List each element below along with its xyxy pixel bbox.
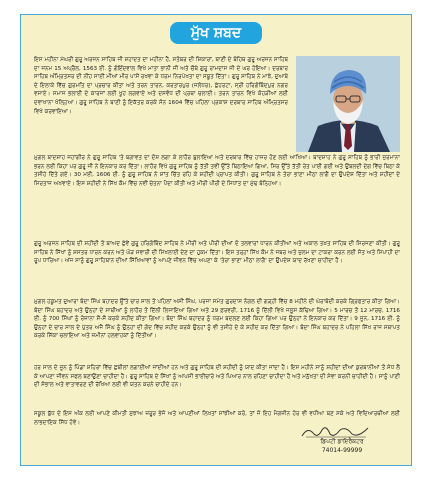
paragraph-1: ਇਸ ਮਹੀਨਾ ਮੱਘਰੀ ਗੁਰੂ ਅਰਜਨ ਸਾਹਿਬ ਜੀ ਸ਼ਹਾਦਤ ਦਾ ਮਹੀਨਾ ਹੈ, ਸਤੰਬਰ ਦੀ ਸ਼ਿਕਾਰਾਂ, ਬਾਣੀ ਦੇ ਬੋਹਿਥ ਗੁਰੂ ਅਰਜਨ ਸਾਹਿਬ ਦਾ ਜਨਮ 15 ਅਪ੍ਰੈਲ, 1563 ਈ. ਨੂੰ ਗੋਇੰਦਵਾਲ ਵਿਖੇ ਮਾਤਾ ਭਾਨੀ ਜੀ ਅਤੇ ਚੌਥੇ ਗੁਰੂ ਰਾਮਦਾਸ ਜੀ ਦੇ ਘਰ ਹੋਇਆ। ਦਰਬਾਰ ਸਾਹਿਬ ਅੰਮ੍ਰਿਤਸਰ ਦੀ ਨੀਂਹ ਸਾਈਂ ਮੀਆਂ ਮੀਰ ਪਾਸੋਂ ਰਖਵਾ ਕੇ ਧਰਮ ਨਿਰਪੇਖਤਾ ਦਾ ਸਬੂਤ ਦਿੱਤਾ। ਗੁਰੂ ਸਾਹਿਬ ਨੇ ਮਾਝੇ, ਦੁਆਬੇ ਦੇ ਇਲਾਕੇ ਵਿੱਚ ਗੁਰਮਤਿ ਦਾ ਪ੍ਰਚਾਰ ਕੀਤਾ ਅਤੇ ਤਰਨ ਤਾਰਨ, ਕਰਤਾਰਪੁਰ (ਜਲੰਧਰ), ਛੇਹਰਟਾ, ਸ੍ਰੀ ਹਰਿਗੋਬਿੰਦਪੁਰ ਨਗਰ ਵਸਾਏ। ਸਮਾਜ ਭਲਾਈ ਦੇ ਕਾਰਜਾਂ ਲਈ ਖੂਹ ਲਗਵਾਏ ਅਤੇ ਦਸਵੰਧ ਦੀ ਪ੍ਰਥਾ ਚਲਾਈ। ਤਰਨ ਤਾਰਨ ਵਿਖੇ ਕੋਹੜੀਆਂ ਲਈ ਦਵਾਖਾਨਾ ਖੋਲ੍ਹਿਆ। ਗੁਰੂ ਸਾਹਿਬ ਨੇ ਬਾਣੀ ਨੂੰ ਇਕੱਤਰ ਕਰਕੇ ਸੰਨ 1604 ਵਿੱਚ ਪਹਿਲਾ ਪ੍ਰਕਾਸ਼ ਦਰਬਾਰ ਸਾਹਿਬ ਅੰਮ੍ਰਿਤਸਰ ਵਿਖੇ ਕਰਵਾਇਆ। (34, 57, 288, 115)
page-title: ਮੁੱਖ ਸ਼ਬਦ (170, 22, 262, 44)
paragraph-4: ਮੁਗਲ ਹਕੂਮਤ ਦੁਆਰਾ ਬੰਦਾ ਸਿੰਘ ਬਹਾਦਰ ਉੱਤੇ ਚਾਰ ਸਾਲ ਤੋਂ ਪਹਿਲਾਂ ਅਸੀਂ ਸਿੰਘ, ਪਰਜਾ ਸਮੇਤ ਗੁਰਦਾਸ ਨੰਗਲ ਦੀ ਗੜ੍ਹੀ ਵਿੱਚ 8 ਮਹੀਨੇ ਦੀ ਘੇਰਾਬੰਦੀ ਕਰਕੇ ਗ੍ਰਿਫਤਾਰ ਕੀਤਾ ਗਿਆ। ਬੰਦਾ ਸਿੰਘ ਬਹਾਦਰ ਅਤੇ ਉਨ੍ਹਾਂ ਦੇ ਸਾਥੀਆਂ ਨੂੰ ਲਾਹੌਰ ਤੋਂ ਦਿੱਲੀ ਲਿਜਾਇਆ ਗਿਆ ਅਤੇ 29 ਫ਼ਰਵਰੀ, 1716 ਨੂੰ ਦਿੱਲੀ ਵਿਖੇ ਜਲੂਸ ਕੱਢਿਆ ਗਿਆ। 5 ਮਾਰਚ ਤੋਂ 12 ਮਾਰਚ, 1716 ਈ. ਨੂੰ 700 ਸਿੰਘਾਂ ਨੂੰ ਰੋਜ਼ਾਨਾ ਸੌ-ਸੌ ਕਰਕੇ ਸ਼ਹੀਦ ਕੀਤਾ ਗਿਆ। ਬੰਦਾ ਸਿੰਘ ਬਹਾਦਰ ਨੂੰ ਧਰਮ ਬਦਲਣ ਲਈ ਕਿਹਾ ਗਿਆ ਪਰ ਉਨ੍ਹਾਂ ਨੇ ਇਨਕਾਰ ਕਰ ਦਿੱਤਾ। 9 ਜੂਨ, 1716 ਈ. ਨੂੰ ਉਨ੍ਹਾਂ ਦੇ ਚਾਰ ਸਾਲ ਦੇ ਪੁੱਤਰ ਅਜੈ ਸਿੰਘ ਨੂੰ ਉਨ੍ਹਾਂ ਦੀ ਗੋਦ ਵਿੱਚ ਸ਼ਹੀਦ ਕਰਕੇ ਉਨ੍ਹਾਂ ਨੂੰ ਵੀ ਤਸੀਹੇ ਦੇ ਕੇ ਸ਼ਹੀਦ ਕਰ ਦਿੱਤਾ ਗਿਆ। ਬੰਦਾ ਸਿੰਘ ਬਹਾਦਰ ਨੇ ਪਹਿਲਾ ਸਿੱਖ ਰਾਜ ਸਥਾਪਤ ਕਰਕੇ ਸਿੱਕਾ ਚਲਾਇਆ ਅਤੇ ਜ਼ਮੀਨਾਂ ਹਲਵਾਹਕਾਂ ਨੂੰ ਦਿੱਤੀਆਂ। (34, 299, 400, 340)
signer-title: ਡਿਪਟੀ ਡਾਇਰੈਕਟਰ (320, 438, 364, 445)
paragraph-5: ਹਰ ਸਾਲ ਦੇ ਜੂਨ ਨੂੰ ਪਿੰਡਾਂ ਸ਼ਹਿਰਾਂ ਵਿੱਚ ਛਬੀਲਾਂ ਲਗਾਈਆਂ ਜਾਂਦੀਆਂ ਹਨ ਅਤੇ ਗੁਰੂ ਸਾਹਿਬ ਦੀ ਸ਼ਹੀਦੀ ਨੂੰ ਯਾਦ ਕੀਤਾ ਜਾਂਦਾ ਹੈ। ਇਸ ਮਹੀਨੇ ਸਾਨੂੰ ਸ਼ਹੀਦਾਂ ਦੀਆਂ ਕੁਰਬਾਨੀਆਂ ਤੋਂ ਸੇਧ ਲੈ ਕੇ ਆਪਣਾ ਜੀਵਨ ਸਫਲ ਬਣਾਉਣਾ ਚਾਹੀਦਾ ਹੈ। ਗੁਰੂ ਸਾਹਿਬ ਦੇ ਸਿੱਖਾਂ ਨੂੰ ਆਪਸੀ ਭਾਈਚਾਰੇ ਅਤੇ ਪਿਆਰ ਨਾਲ ਰਹਿਣਾ ਚਾਹੀਦਾ ਹੈ ਅਤੇ ਮਨੁੱਖਤਾ ਦੀ ਸੇਵਾ ਕਰਨੀ ਚਾਹੀਦੀ ਹੈ। ਸਾਨੂੰ ਪਾਣੀ ਦੀ ਸੰਭਾਲ ਅਤੇ ਵਾਤਾਵਰਣ ਦੀ ਰੱਖਿਆ ਲਈ ਵੀ ਯਤਨ ਕਰਨੇ ਚਾਹੀਦੇ ਹਨ। (34, 365, 400, 389)
paragraph-2: ਮੁਗਲ ਬਾਦਸ਼ਾਹ ਜਹਾਂਗੀਰ ਨੇ ਗੁਰੂ ਸਾਹਿਬ 'ਤੇ ਬਗਾਵਤ ਦਾ ਦੋਸ਼ ਲਗਾ ਕੇ ਲਾਹੌਰ ਬੁਲਾਇਆ ਅਤੇ ਦਰਬਾਰ ਵਿੱਚ ਹਾਜ਼ਰ ਹੋਣ ਲਈ ਆਖਿਆ। ਬਾਦਸ਼ਾਹ ਨੇ ਗੁਰੂ ਸਾਹਿਬ ਨੂੰ ਭਾਰੀ ਜੁਰਮਾਨਾ ਭਰਨ ਲਈ ਕਿਹਾ ਪਰ ਗੁਰੂ ਜੀ ਨੇ ਇਨਕਾਰ ਕਰ ਦਿੱਤਾ। ਲਾਹੌਰ ਵਿਖੇ ਗੁਰੂ ਸਾਹਿਬ ਨੂੰ ਤੱਤੀ ਤਵੀ ਉੱਤੇ ਬਿਠਾਇਆ ਗਿਆ, ਸਿਰ ਉੱਤੇ ਤੱਤੀ ਰੇਤ ਪਾਈ ਗਈ ਅਤੇ ਉਬਲਦੀ ਦੇਗ ਵਿੱਚ ਬਿਠਾ ਕੇ ਤਸੀਹੇ ਦਿੱਤੇ ਗਏ। 30 ਮਈ, 1606 ਈ. ਨੂੰ ਗੁਰੂ ਸਾਹਿਬ ਨੇ ਸ਼ਾਂਤ ਚਿੱਤ ਰਹਿ ਕੇ ਸ਼ਹੀਦੀ ਪ੍ਰਾਪਤ ਕੀਤੀ। ਗੁਰੂ ਸਾਹਿਬ ਨੇ ਤੇਰਾ ਭਾਣਾ ਮੀਠਾ ਲਾਗੈ ਦਾ ਉਪਦੇਸ਼ ਦਿੱਤਾ ਅਤੇ ਸ਼ਹੀਦਾਂ ਦੇ ਸਿਰਤਾਜ ਅਖਵਾਏ। ਇਸ ਸ਼ਹੀਦੀ ਨੇ ਸਿੱਖ ਕੌਮ ਵਿੱਚ ਨਵੀਂ ਚੇਤਨਾ ਪੈਦਾ ਕੀਤੀ ਅਤੇ ਮੀਰੀ ਪੀਰੀ ਦੇ ਸਿਧਾਂਤ ਦਾ ਮੁੱਢ ਬੰਨ੍ਹਿਆ। (34, 155, 400, 187)
signer-phone: 74014-99999 (321, 447, 363, 454)
paragraph-3: ਗੁਰੂ ਅਰਜਨ ਸਾਹਿਬ ਦੀ ਸ਼ਹੀਦੀ ਤੋਂ ਬਾਅਦ ਛੇਵੇਂ ਗੁਰੂ ਹਰਿਗੋਬਿੰਦ ਸਾਹਿਬ ਨੇ ਮੀਰੀ ਅਤੇ ਪੀਰੀ ਦੀਆਂ ਦੋ ਤਲਵਾਰਾਂ ਧਾਰਨ ਕੀਤੀਆਂ ਅਤੇ ਅਕਾਲ ਤਖ਼ਤ ਸਾਹਿਬ ਦੀ ਸਿਰਜਣਾ ਕੀਤੀ। ਗੁਰੂ ਸਾਹਿਬ ਨੇ ਸਿੱਖਾਂ ਨੂੰ ਸ਼ਸਤਰ ਧਾਰਨ ਕਰਨ ਅਤੇ ਘੋੜ ਸਵਾਰੀ ਦੀ ਸਿਖਲਾਈ ਦੇਣ ਦਾ ਹੁਕਮ ਦਿੱਤਾ। ਇਸ ਤਰ੍ਹਾਂ ਸਿੱਖ ਕੌਮ ਨੇ ਜਬਰ ਅਤੇ ਜ਼ੁਲਮ ਦਾ ਟਾਕਰਾ ਕਰਨ ਲਈ ਸੰਤ ਅਤੇ ਸਿਪਾਹੀ ਦਾ ਰੂਪ ਧਾਰਿਆ। ਅੱਜ ਸਾਨੂੰ ਗੁਰੂ ਸਾਹਿਬਾਨ ਦੀਆਂ ਸਿੱਖਿਆਵਾਂ ਨੂੰ ਆਪਣੇ ਜੀਵਨ ਵਿੱਚ ਅਪਣਾ ਕੇ 'ਤੇਰਾ ਭਾਣਾ ਮੀਠਾ ਲਾਗੈ' ਦਾ ਉਪਦੇਸ਼ ਯਾਦ ਰੱਖਣਾ ਚਾਹੀਦਾ ਹੈ। (34, 241, 400, 265)
portrait-photo (296, 56, 400, 152)
paragraph-6: ਸਕੂਲ ਬੁੱਧ ਦੇ ਇਸ ਅੰਕ ਲਈ ਆਪਣੇ ਕੀਮਤੀ ਸੁਝਾਅ ਜ਼ਰੂਰ ਭੇਜੋ ਅਤੇ ਆਪਣੀਆਂ ਲਿਖਤਾਂ ਸਾਂਝੀਆਂ ਕਰੋ, ਤਾਂ ਜੋ ਇਹ ਮੈਗਜ਼ੀਨ ਹੋਰ ਵੀ ਵਧੀਆ ਬਣ ਸਕੇ ਅਤੇ ਵਿਦਿਆਰਥੀਆਂ ਲਈ ਲਾਭਦਾਇਕ ਸਿੱਧ ਹੋਵੇ। (34, 411, 400, 426)
portrait-photo-icon (296, 56, 400, 152)
